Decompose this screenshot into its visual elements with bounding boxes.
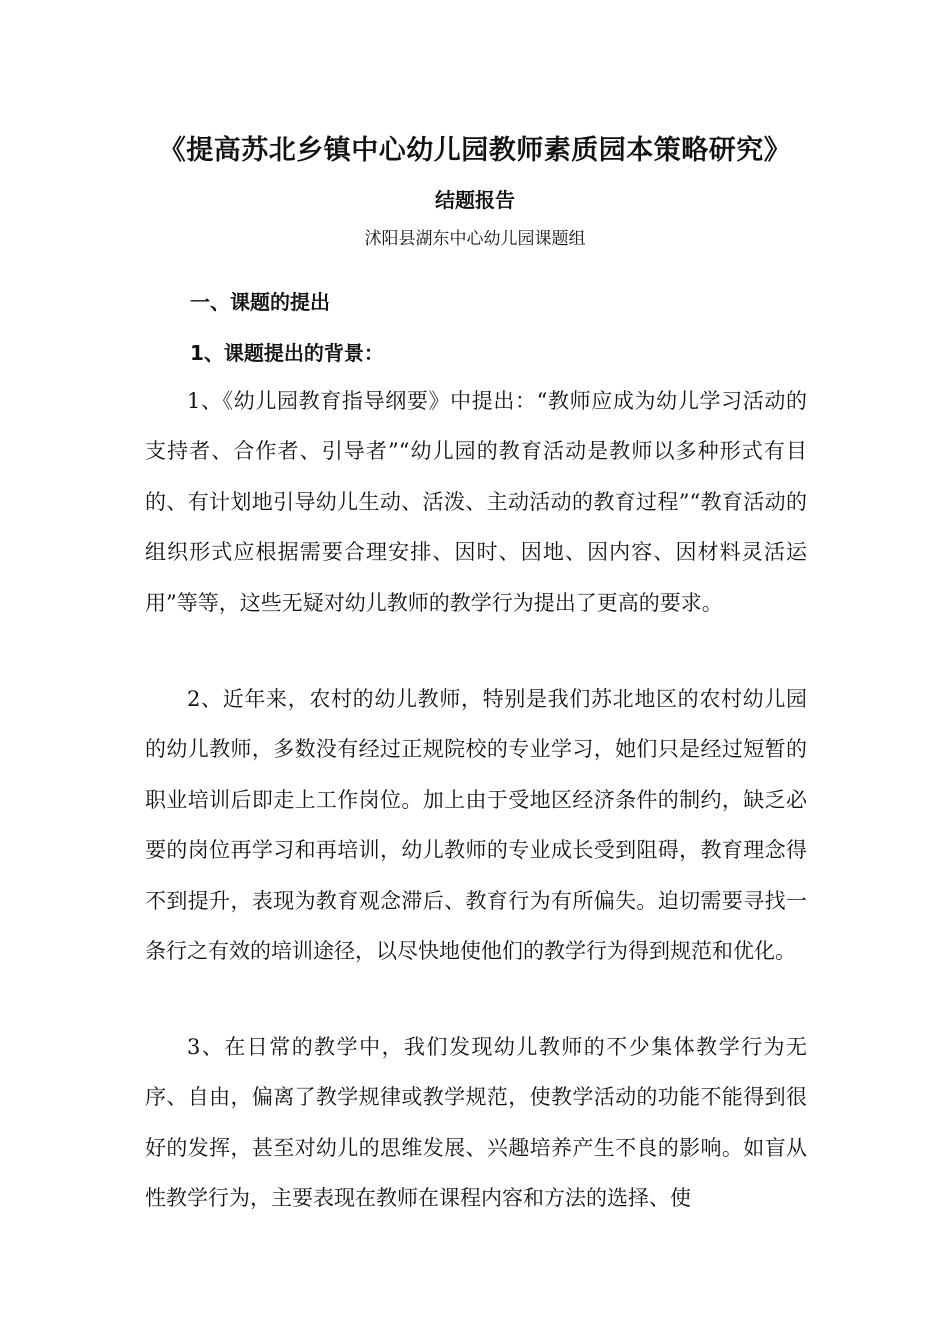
section-heading: 一、课题的提出 <box>190 290 330 314</box>
background-paragraph-1: 1、《幼儿园教育指导纲要》中提出：“教师应成为幼儿学习活动的支持者、合作者、引导者”“幼儿园的教育活动是教师以多种形式有目的、有计划地引导幼儿生动、活泼、主动活动的教育过程”“教育活动的组织形式应根据需要合理安排、因时、因地、因内容、因材料灵活运用”等等，这些无疑对幼儿教师的教学行为提出了更高的要求。 <box>145 389 807 615</box>
report-title: 《提高苏北乡镇中心幼儿园教师素质园本策略研究》 <box>158 135 792 166</box>
subsection-heading: 1、课题提出的背景： <box>190 341 384 365</box>
research-group: 沭阳县湖东中心幼儿园课题组 <box>364 229 586 249</box>
report-subtitle: 结题报告 <box>435 188 515 212</box>
background-paragraph-3: 3、在日常的教学中，我们发现幼儿教师的不少集体教学行为无序、自由，偏离了教学规律或教学规范，使教学活动的功能不能得到很好的发挥，甚至对幼儿的思维发展、兴趣培养产生不良的影响。如盲从性教学行为，主要表现在教师在课程内容和方法的选择、使 <box>145 1035 807 1211</box>
background-paragraph-2: 2、近年来，农村的幼儿教师，特别是我们苏北地区的农村幼儿园的幼儿教师，多数没有经过正规院校的专业学习，她们只是经过短暂的职业培训后即走上工作岗位。加上由于受地区经济条件的制约，缺乏必要的岗位再学习和再培训，幼儿教师的专业成长受到阻碍，教育理念得不到提升，表现为教育观念滞后、教育行为有所偏失。迫切需要寻找一条行之有效的培训途径，以尽快地使他们的教学行为得到规范和优化。 <box>145 687 807 964</box>
